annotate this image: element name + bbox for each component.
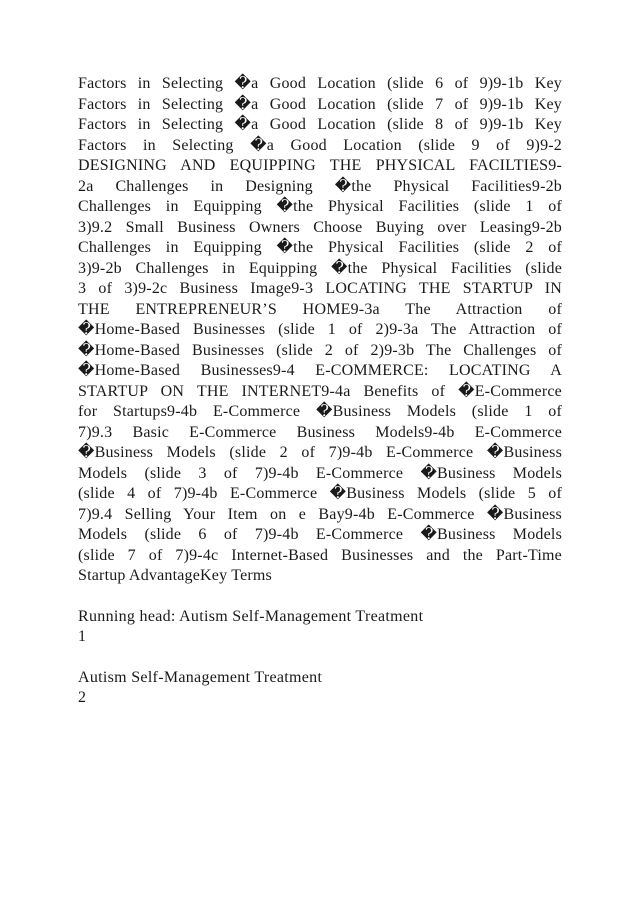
paragraph-gap — [78, 648, 562, 668]
document-title: Autism Self-Management Treatment — [78, 668, 323, 686]
text-line: 7)9.3 Basic E-Commerce Business Models9-4b E-Commerce — [78, 423, 562, 441]
text-line: Challenges in Equipping �the Physical Facilities (slide 1 of — [78, 198, 562, 215]
text-line: Factors in Selecting �a Good Location (slide 9 of 9)9-2 — [78, 136, 562, 154]
text-line: Factors in Selecting �a Good Location (slide 6 of 9)9-1b Key — [78, 75, 562, 92]
text-line: Models (slide 3 of 7)9-4b E-Commerce �Business Models — [78, 464, 562, 482]
text-line: 3 of 3)9-2c Business Image9-3 LOCATING THE STARTUP IN — [78, 280, 562, 297]
text-line: (slide 4 of 7)9-4b E-Commerce �Business Models (slide 5 of — [78, 485, 562, 502]
text-line: �Home-Based Businesses9-4 E-COMMERCE: LOCATING A — [78, 362, 562, 379]
text-line: (slide 7 of 7)9-4c Internet-Based Businesses and the Part-Time — [78, 546, 562, 564]
text-line: 3)9-2b Challenges in Equipping �the Physical Facilities (slide — [78, 259, 562, 277]
page-number: 1 — [78, 628, 87, 645]
text-line: Models (slide 6 of 7)9-4b E-Commerce �Business Models — [78, 526, 562, 543]
text-line: THE ENTREPRENEUR’S HOME9-3a The Attraction of — [78, 300, 562, 318]
text-line: �Home-Based Businesses (slide 1 of 2)9-3a The Attraction of — [78, 321, 562, 338]
text-line: 2a Challenges in Designing �the Physical Facilities9-2b — [78, 177, 562, 195]
page-number: 2 — [78, 689, 87, 706]
text-line: 3)9.2 Small Business Owners Choose Buying over Leasing9-2b — [78, 218, 562, 236]
text-line: DESIGNING AND EQUIPPING THE PHYSICAL FACILTIES9- — [78, 157, 562, 174]
text-line: Challenges in Equipping �the Physical Facilities (slide 2 of — [78, 239, 562, 256]
text-line: �Home-Based Businesses (slide 2 of 2)9-3b The Challenges of — [78, 341, 562, 359]
text-line: �Business Models (slide 2 of 7)9-4b E-Commerce �Business — [78, 444, 562, 461]
body-paragraph — [78, 74, 562, 587]
text-line: for Startups9-4b E-Commerce �Business Models (slide 1 of — [78, 403, 562, 420]
text-line: Startup AdvantageKey Terms — [78, 567, 272, 584]
text-line: STARTUP ON THE INTERNET9-4a Benefits of �E-Commerce — [78, 382, 562, 400]
paragraph-gap — [78, 587, 562, 607]
text-line: Factors in Selecting �a Good Location (slide 8 of 9)9-1b Key — [78, 116, 562, 133]
text-line: Factors in Selecting �a Good Location (slide 7 of 9)9-1b Key — [78, 95, 562, 113]
running-head: Running head: Autism Self-Management Treatment — [78, 607, 424, 625]
text-line: 7)9.4 Selling Your Item on e Bay9-4b E-Commerce �Business — [78, 505, 562, 523]
document-page — [78, 74, 562, 709]
